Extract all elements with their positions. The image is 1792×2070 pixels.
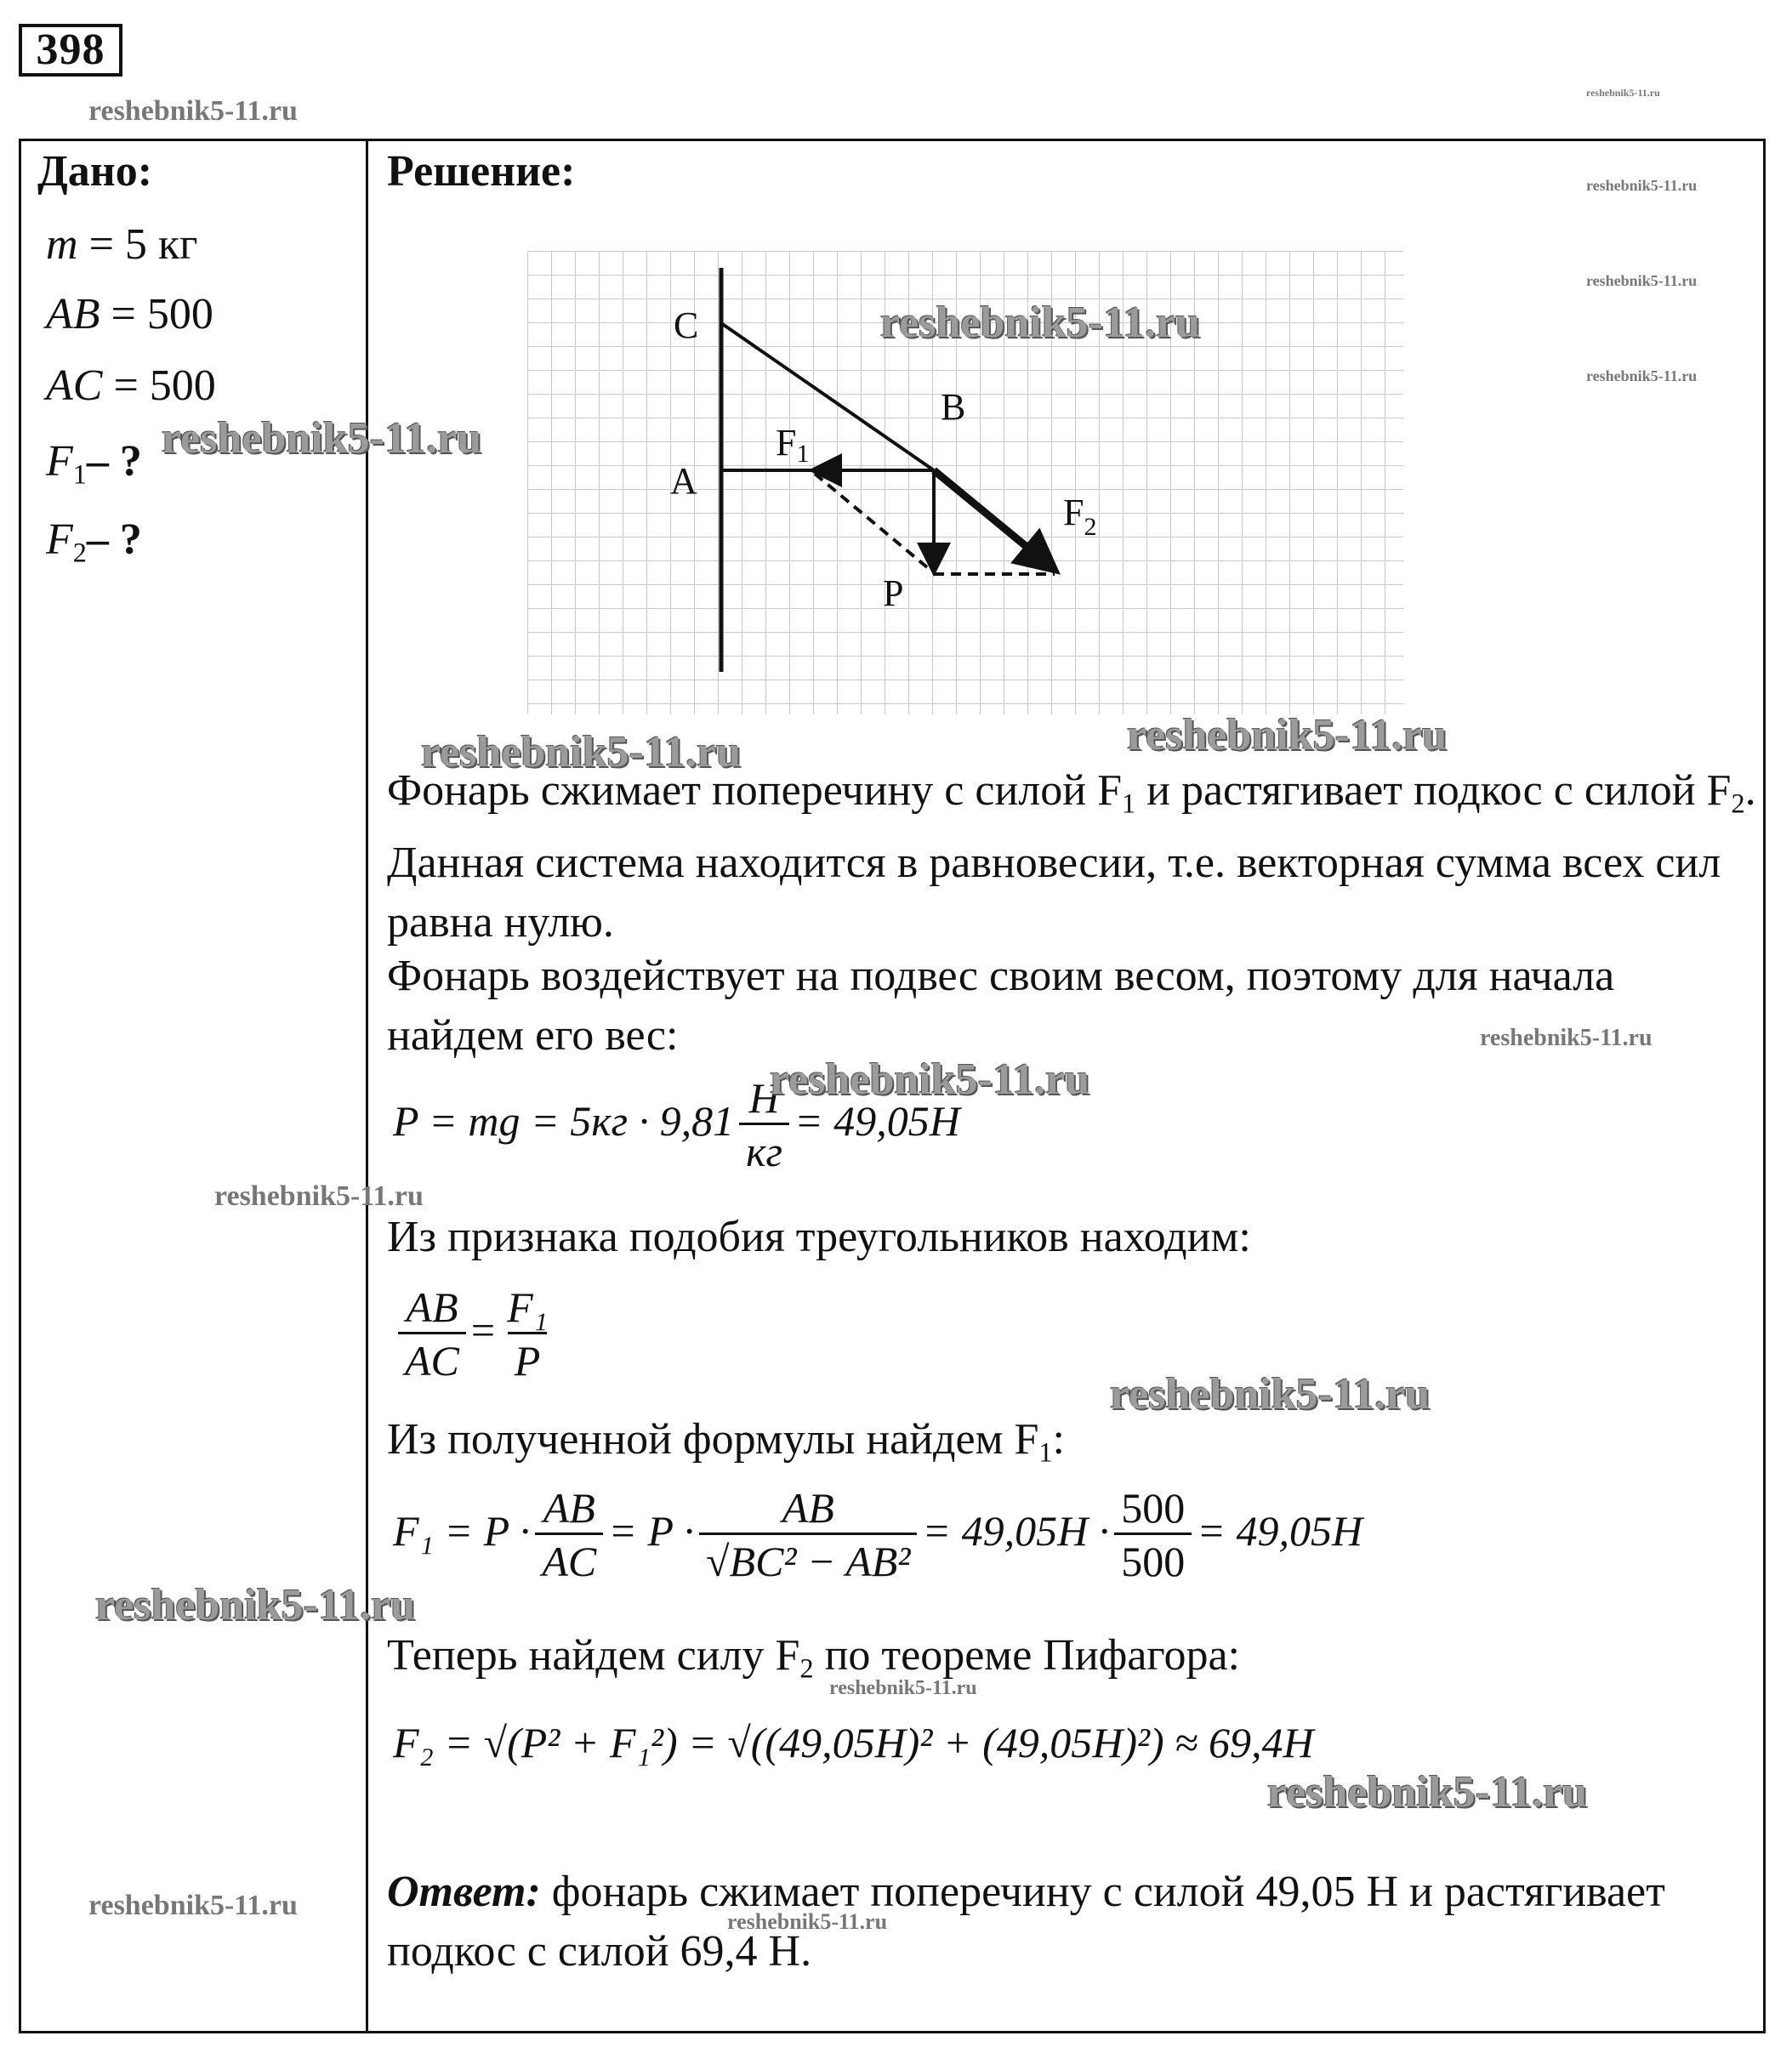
para1-sub2: 2 (1731, 788, 1745, 819)
watermark: reshebnik5-11.ru (1586, 272, 1698, 289)
given-var: m (46, 220, 78, 269)
watermark: reshebnik5-11.ru (162, 414, 482, 463)
given-item-ac (46, 361, 216, 411)
given-heading: Дано: (37, 147, 153, 196)
eq2-frac-2 (500, 1282, 555, 1387)
eq3-frac-2 (699, 1483, 917, 1588)
paragraph-1 (387, 761, 1756, 953)
para4-sub: 1 (1038, 1436, 1053, 1468)
given-value: = 5 кг (77, 220, 198, 269)
answer-label: Ответ: (387, 1868, 541, 1916)
para5-text: Теперь найдем силу F (387, 1631, 800, 1680)
equation-similarity (393, 1282, 560, 1387)
given-value: = 500 (100, 290, 213, 338)
eq3-mid2: = 49,05Н · (922, 1506, 1110, 1555)
eq3-n3: 500 (1121, 1484, 1186, 1532)
equation-f2: F₂ = √(P² + F₁²) = √((49,05Н)² + (49,05Н)²) ≈ 69,4Н (393, 1719, 1314, 1766)
label-f2-main: F (1063, 492, 1084, 533)
eq1-num: Н (748, 1074, 780, 1122)
watermark: reshebnik5-11.ru (88, 95, 298, 127)
eq2-d2: P (508, 1332, 548, 1387)
eq2-d1: AC (398, 1332, 466, 1387)
eq3-frac-1 (535, 1483, 603, 1588)
watermark: reshebnik5-11.ru (1586, 177, 1698, 194)
watermark: reshebnik5-11.ru (1586, 87, 1660, 99)
watermark: reshebnik5-11.ru (214, 1180, 424, 1212)
label-f2-sub: 2 (1084, 513, 1097, 541)
given-item-mass (46, 219, 197, 270)
watermark: reshebnik5-11.ru (88, 1890, 298, 1921)
watermark: reshebnik5-11.ru (727, 1909, 888, 1934)
watermark: reshebnik5-11.ru (1127, 711, 1448, 759)
eq3-n1: AB (543, 1484, 595, 1532)
given-unknown: – ? (86, 515, 142, 564)
watermark: reshebnik5-11.ru (880, 299, 1201, 347)
para1-text-b: и растягивает подкос с силой F (1135, 766, 1732, 815)
label-f1-main: F (776, 422, 797, 463)
eq3-d2: √BC² − AB² (699, 1533, 917, 1588)
given-sub: 2 (72, 537, 87, 568)
watermark: reshebnik5-11.ru (1267, 1768, 1588, 1817)
eq3-n2: AB (782, 1484, 834, 1532)
given-sub: 1 (72, 458, 87, 490)
equation-f1 (393, 1483, 1362, 1588)
eq2-n1: AB (406, 1283, 458, 1331)
problem-number: 398 (19, 24, 122, 77)
paragraph-5 (387, 1626, 1756, 1698)
label-p: P (883, 572, 904, 614)
given-var: AC (46, 361, 103, 410)
label-c: C (674, 304, 699, 346)
paragraph-4 (387, 1410, 1756, 1482)
given-var: AB (46, 290, 100, 338)
eq1-den: кг (739, 1123, 789, 1178)
watermark: reshebnik5-11.ru (829, 1677, 977, 1699)
eq3-lhs: F₁ = P · (393, 1506, 531, 1555)
watermark: reshebnik5-11.ru (1110, 1370, 1431, 1419)
paragraph-2: Фонарь воздействует на подвес своим весом, поэтому для начала найдем его вес: (387, 952, 1615, 1060)
eq3-mid: = P · (608, 1506, 695, 1555)
given-item-f1 (46, 436, 142, 491)
eq3-d1: AC (535, 1533, 603, 1588)
eq2-equals: = (470, 1305, 496, 1354)
eq3-rhs: = 49,05Н (1197, 1506, 1363, 1555)
given-value: = 500 (102, 361, 216, 410)
para1-text-c: . Данная система находится в равновесии, т.е. векторная сумма всех сил равна нулю. (387, 766, 1756, 947)
eq3-frac-3 (1114, 1483, 1192, 1588)
given-item-f2 (46, 515, 142, 569)
para5-sub: 2 (799, 1652, 814, 1684)
eq2-n2: F₁ (507, 1283, 549, 1331)
watermark: reshebnik5-11.ru (770, 1055, 1090, 1104)
solution-heading: Решение: (387, 147, 576, 196)
given-unknown: – ? (86, 437, 142, 486)
para4-colon: : (1052, 1415, 1065, 1464)
para5-text-b: по теореме Пифагора: (813, 1631, 1240, 1680)
given-var: F (46, 437, 73, 486)
watermark: reshebnik5-11.ru (1586, 367, 1698, 384)
label-f1-sub: 1 (796, 440, 810, 468)
eq1-right: = 49,05Н (794, 1096, 960, 1145)
para1-sub1: 1 (1122, 788, 1136, 819)
label-b: B (941, 386, 966, 428)
given-item-ab (46, 289, 213, 339)
eq2-frac-1 (398, 1282, 466, 1387)
watermark: reshebnik5-11.ru (421, 728, 742, 776)
eq3-d3: 500 (1114, 1533, 1192, 1588)
paragraph-3: Из признака подобия треугольников находим: (387, 1213, 1251, 1261)
para4-text: Из полученной формулы найдем F (387, 1415, 1039, 1464)
answer-text: фонарь сжимает поперечину с силой 49,05 Н и растягивает подкос с силой 69,4 Н. (387, 1868, 1665, 1976)
eq1-left: P = mg = 5кг · 9,81 (393, 1096, 735, 1145)
given-var: F (46, 515, 73, 564)
label-a: A (670, 460, 697, 502)
watermark: reshebnik5-11.ru (95, 1581, 416, 1629)
watermark: reshebnik5-11.ru (1480, 1025, 1653, 1051)
answer (387, 1862, 1756, 1982)
para1-text-a: Фонарь сжимает поперечину с силой F (387, 766, 1122, 815)
